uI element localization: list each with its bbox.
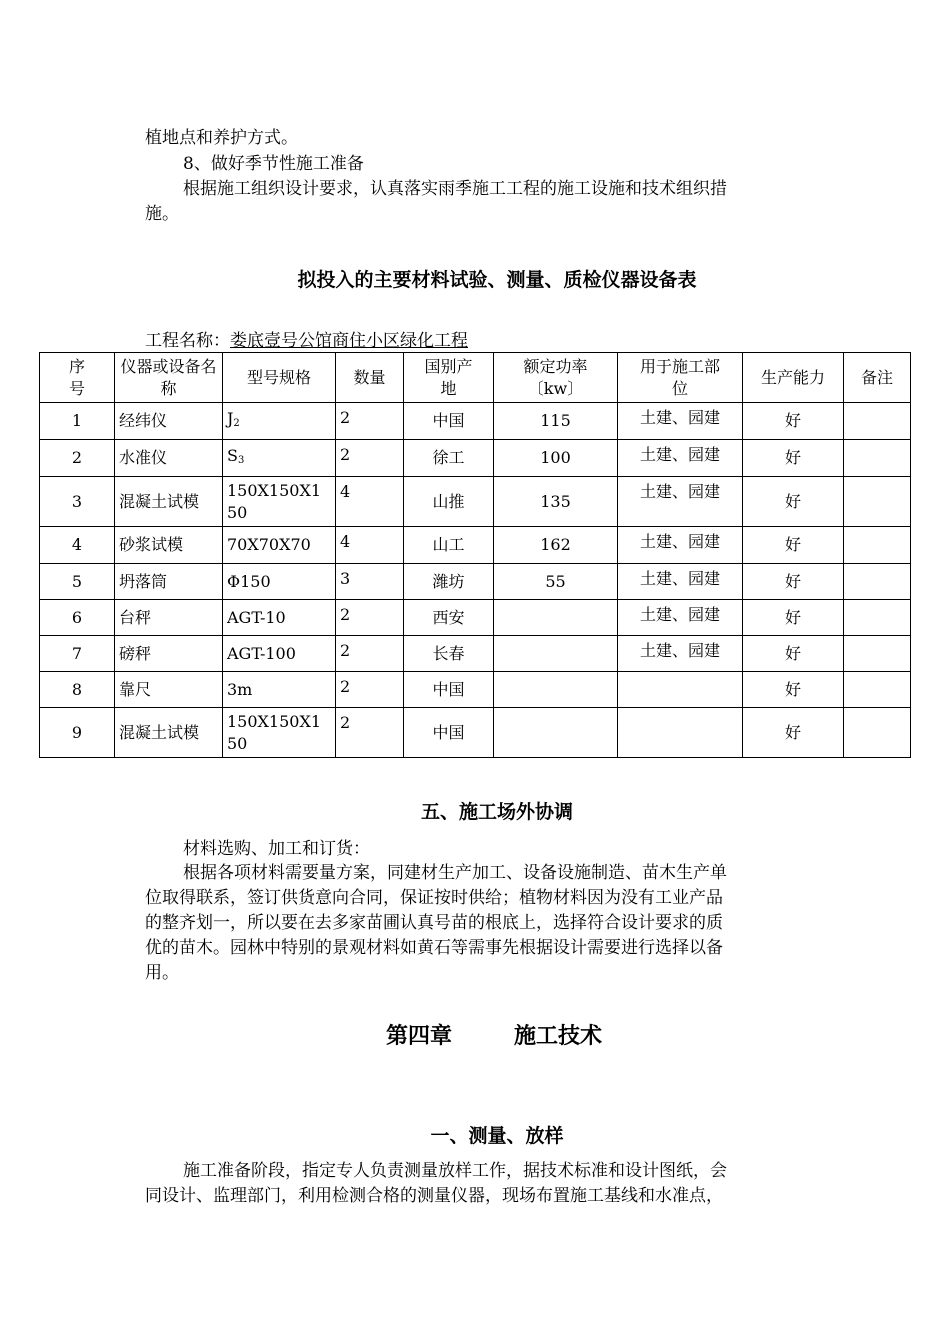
header-usage: 用于施工部 位 [618, 353, 743, 403]
cell-name: 磅秤 [115, 636, 223, 672]
cell-no: 6 [40, 600, 115, 636]
header-qty: 数量 [336, 353, 404, 403]
cell-capacity: 好 [743, 527, 844, 564]
table-header-row [40, 353, 911, 403]
cell-qty: 4 [336, 477, 404, 527]
cell-power: 55 [494, 564, 618, 600]
project-name-line [145, 329, 468, 353]
cell-qty: 2 [336, 403, 404, 440]
cell-no: 1 [40, 403, 115, 440]
cell-model: 150X150X150 [223, 708, 336, 758]
cell-power: 162 [494, 527, 618, 564]
cell-model: 150X150X150 [223, 477, 336, 527]
cell-remark [844, 477, 911, 527]
section-5-line: 优的苗木。园林中特别的景观材料如黄石等需事先根据设计需要进行选择以备 [145, 938, 723, 958]
cell-qty: 2 [336, 672, 404, 708]
cell-origin: 山推 [404, 477, 494, 527]
table-row [40, 440, 911, 477]
cell-usage: 土建、园建 [618, 440, 743, 477]
cell-power: 135 [494, 477, 618, 527]
cell-usage: 土建、园建 [618, 403, 743, 440]
table-row [40, 477, 911, 527]
header-power: 额定功率 〔kw〕 [494, 353, 618, 403]
header-remark: 备注 [844, 353, 911, 403]
cell-qty: 3 [336, 564, 404, 600]
cell-model: 70X70X70 [223, 527, 336, 564]
cell-power [494, 708, 618, 758]
cell-no: 3 [40, 477, 115, 527]
cell-qty: 2 [336, 636, 404, 672]
chapter-number: 第四章 [386, 1024, 453, 1049]
cell-power: 115 [494, 403, 618, 440]
cell-origin: 长春 [404, 636, 494, 672]
cell-name: 经纬仪 [115, 403, 223, 440]
cell-power: 100 [494, 440, 618, 477]
header-model: 型号规格 [223, 353, 336, 403]
cell-remark [844, 564, 911, 600]
table-row [40, 527, 911, 564]
cell-no: 5 [40, 564, 115, 600]
cell-no: 9 [40, 708, 115, 758]
cell-remark [844, 672, 911, 708]
cell-no: 7 [40, 636, 115, 672]
cell-power [494, 600, 618, 636]
cell-usage: 土建、园建 [618, 636, 743, 672]
intro-paragraph-line: 根据施工组织设计要求，认真落实雨季施工工程的施工设施和技术组织措 [183, 179, 727, 199]
cell-model: AGT-100 [223, 636, 336, 672]
cell-name: 靠尺 [115, 672, 223, 708]
header-capacity: 生产能力 [743, 353, 844, 403]
header-origin: 国别产 地 [404, 353, 494, 403]
cell-name: 台秤 [115, 600, 223, 636]
cell-remark [844, 527, 911, 564]
cell-usage: 土建、园建 [618, 600, 743, 636]
cell-model: Φ150 [223, 564, 336, 600]
cell-capacity: 好 [743, 672, 844, 708]
cell-qty: 2 [336, 708, 404, 758]
section-5-title: 五、施工场外协调 [420, 801, 574, 823]
table-row [40, 708, 911, 758]
cell-model: 3m [223, 672, 336, 708]
table-row [40, 636, 911, 672]
cell-no: 8 [40, 672, 115, 708]
table-row [40, 403, 911, 440]
cell-name: 砂浆试模 [115, 527, 223, 564]
cell-capacity: 好 [743, 440, 844, 477]
chapter-title: 施工技术 [514, 1024, 603, 1049]
intro-line: 植地点和养护方式。 [145, 128, 298, 148]
section-1-line: 同设计、监理部门，利用检测合格的测量仪器，现场布置施工基线和水准点， [145, 1186, 723, 1206]
cell-capacity: 好 [743, 477, 844, 527]
table-row [40, 672, 911, 708]
table-row [40, 600, 911, 636]
cell-name: 混凝土试模 [115, 708, 223, 758]
cell-origin: 山工 [404, 527, 494, 564]
cell-usage: 土建、园建 [618, 477, 743, 527]
section-5-line: 位取得联系，签订供货意向合同，保证按时供给；植物材料因为没有工业产品 [145, 888, 723, 908]
cell-usage [618, 708, 743, 758]
cell-name: 混凝土试模 [115, 477, 223, 527]
cell-model: $J_2$ [223, 403, 336, 440]
cell-remark [844, 636, 911, 672]
cell-capacity: 好 [743, 403, 844, 440]
cell-qty: 2 [336, 440, 404, 477]
cell-no: 4 [40, 527, 115, 564]
section-1-title: 一、测量、放样 [430, 1125, 564, 1147]
cell-capacity: 好 [743, 636, 844, 672]
cell-qty: 4 [336, 527, 404, 564]
equipment-table [39, 352, 911, 758]
cell-origin: 中国 [404, 708, 494, 758]
cell-usage: 土建、园建 [618, 564, 743, 600]
section-1-line: 施工准备阶段，指定专人负责测量放样工作，据技术标准和设计图纸，会 [183, 1161, 727, 1181]
cell-usage: 土建、园建 [618, 527, 743, 564]
cell-remark [844, 708, 911, 758]
table-row [40, 564, 911, 600]
cell-no: 2 [40, 440, 115, 477]
section-5-line: 根据各项材料需要量方案，同建材生产加工、设备设施制造、苗木生产单 [183, 863, 727, 883]
cell-remark [844, 403, 911, 440]
cell-name: 坍落筒 [115, 564, 223, 600]
cell-capacity: 好 [743, 564, 844, 600]
cell-origin: 中国 [404, 403, 494, 440]
cell-power [494, 636, 618, 672]
cell-model: AGT-10 [223, 600, 336, 636]
cell-origin: 西安 [404, 600, 494, 636]
project-name: 娄底壹号公馆商住小区绿化工程 [230, 331, 468, 351]
header-name: 仪器或设备名 称 [115, 353, 223, 403]
cell-capacity: 好 [743, 600, 844, 636]
cell-remark [844, 600, 911, 636]
section-5-subheading: 材料选购、加工和订货： [183, 839, 370, 859]
cell-power [494, 672, 618, 708]
cell-remark [844, 440, 911, 477]
project-label: 工程名称： [145, 331, 230, 351]
cell-origin: 中国 [404, 672, 494, 708]
header-no: 序 号 [40, 353, 115, 403]
item-8-heading: 8、做好季节性施工准备 [183, 154, 364, 174]
section-5-line: 用。 [145, 963, 179, 983]
cell-origin: 徐工 [404, 440, 494, 477]
intro-paragraph-line: 施。 [145, 204, 179, 224]
cell-qty: 2 [336, 600, 404, 636]
cell-capacity: 好 [743, 708, 844, 758]
section-5-line: 的整齐划一，所以要在去多家苗圃认真号苗的根底上，选择符合设计要求的质 [145, 913, 723, 933]
cell-usage [618, 672, 743, 708]
cell-origin: 潍坊 [404, 564, 494, 600]
table-title: 拟投入的主要材料试验、测量、质检仪器设备表 [297, 269, 697, 291]
cell-name: 水准仪 [115, 440, 223, 477]
cell-model: $S_3$ [223, 440, 336, 477]
